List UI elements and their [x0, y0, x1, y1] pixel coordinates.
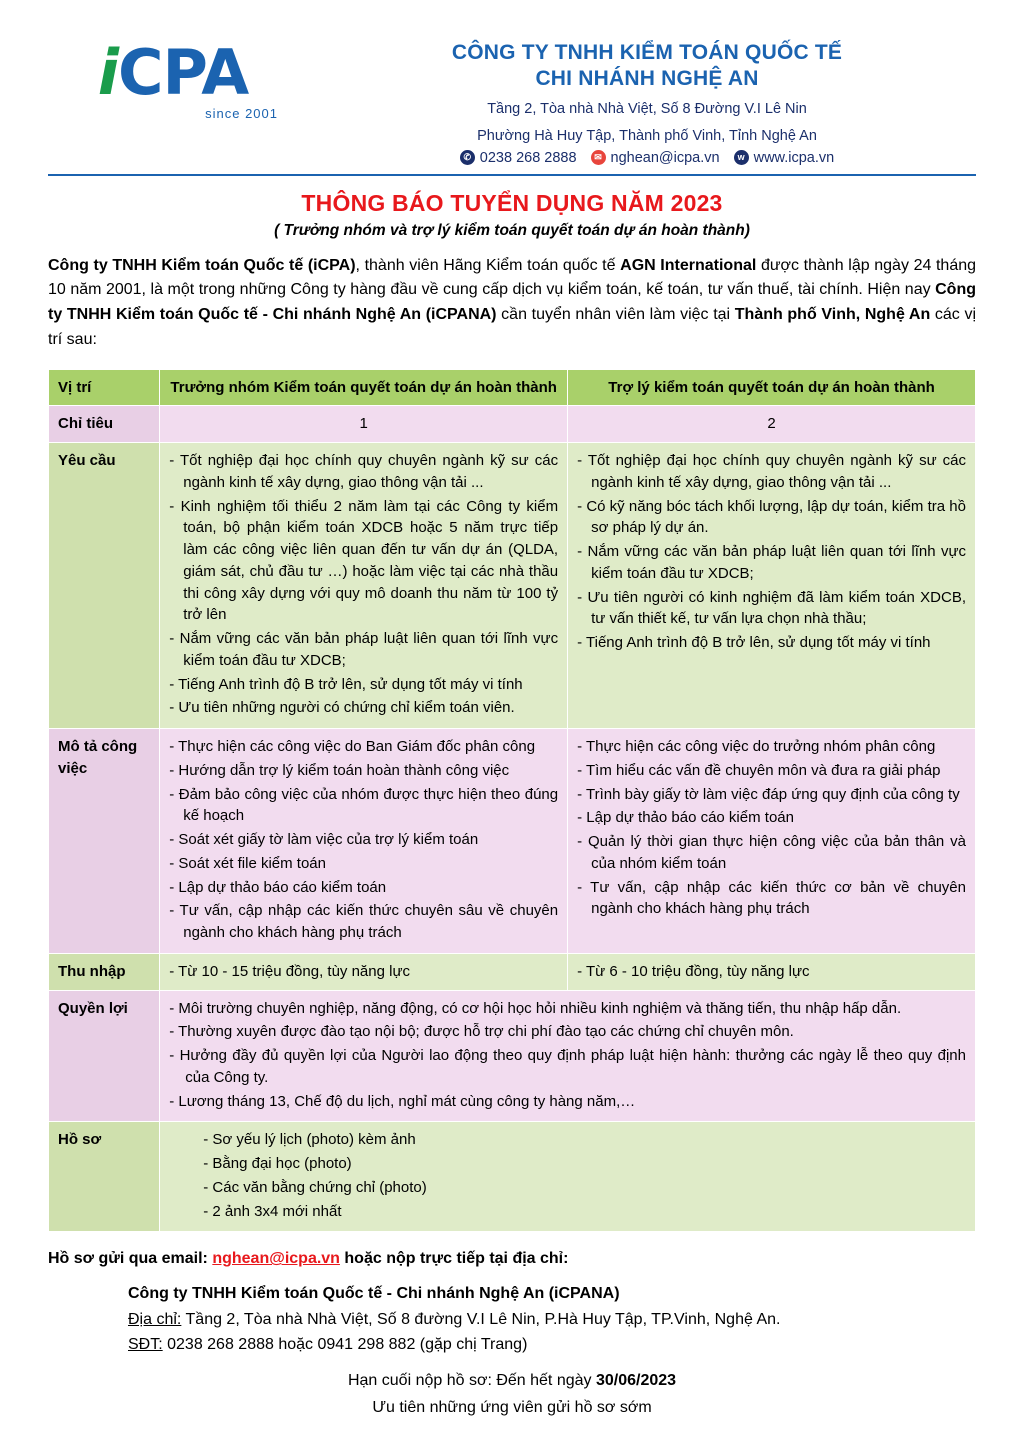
- contact-email-value[interactable]: nghean@icpa.vn: [610, 149, 720, 166]
- footer-phone: [128, 1332, 976, 1358]
- footer-phone-value: 0238 268 2888 hoặc 0941 298 882 (gặp chị Trang): [162, 1336, 528, 1354]
- documents-list: [169, 1129, 966, 1222]
- table-header-row: [49, 369, 976, 406]
- footer-address-value: Tầng 2, Tòa nhà Nhà Việt, Số 8 đường V.I Lê Nin, P.Hà Huy Tập, TP.Vinh, Nghệ An.: [181, 1310, 781, 1328]
- logo-letter-i: i: [97, 36, 119, 109]
- submission-email[interactable]: nghean@icpa.vn: [212, 1250, 340, 1268]
- income-assistant: - Từ 6 - 10 triệu đồng, tùy năng lực: [568, 953, 976, 990]
- requirements-assistant-list: [577, 450, 966, 654]
- contact-email[interactable]: [591, 150, 720, 166]
- row-label-job-description: Mô tả công việc: [49, 729, 160, 954]
- document-header: [48, 36, 976, 166]
- table-header-position: Vị trí: [49, 369, 160, 406]
- list-item: - Quản lý thời gian thực hiện công việc của bản thân và của nhóm kiểm toán: [577, 831, 966, 875]
- list-item: - Tốt nghiệp đại học chính quy chuyên ngành kỹ sư các ngành kinh tế xây dựng, giao thông vận tải ...: [577, 450, 966, 494]
- row-label-income: Thu nhập: [49, 953, 160, 990]
- intro-text-4: các vị trí sau:: [48, 306, 977, 348]
- benefits-list: [169, 998, 966, 1113]
- logo-letters-cpa: CPA: [118, 36, 249, 109]
- list-item: - Kinh nghiệm tối thiểu 2 năm làm tại các Công ty kiểm toán, bộ phận kiểm toán XDCB hoặc 5 năm trực tiếp làm các công việc liên quan đến tư vấn dự án (QLDA, giám sát, chủ đầu tư …) hoặc làm việc tại các nhà thầu thi công xây dựng với quy mô doanh thu năm từ 100 tỷ trở lên: [169, 496, 558, 627]
- logo-wordmark: [48, 36, 298, 109]
- deadline-prefix: Hạn cuối nộp hồ sơ: Đến hết ngày: [347, 1371, 596, 1389]
- list-item: - Nắm vững các văn bản pháp luật liên quan tới lĩnh vực kiểm toán đầu tư XDCB;: [169, 628, 558, 672]
- table-row-requirements: [49, 443, 976, 729]
- intro-city-strong: Thành phố Vinh, Nghệ An: [734, 306, 931, 324]
- mail-icon: ✉: [591, 150, 606, 165]
- job-description-assistant: [568, 729, 976, 954]
- company-address-line1: Tầng 2, Tòa nhà Nhà Việt, Số 8 Đường V.I Lê Nin: [487, 100, 807, 117]
- footer-address-label: Địa chỉ:: [128, 1310, 182, 1328]
- page-title: THÔNG BÁO TUYỂN DỤNG NĂM 2023: [301, 189, 723, 216]
- company-name-line1: CÔNG TY TNHH KIỂM TOÁN QUỐC TẾ: [451, 41, 843, 64]
- list-item: - Soát xét file kiểm toán: [169, 853, 558, 875]
- company-address-line2: Phường Hà Huy Tập, Thành phố Vinh, Tỉnh Nghệ An: [477, 127, 817, 144]
- benefits-content: [160, 990, 976, 1122]
- list-item: - Lập dự thảo báo cáo kiểm toán: [169, 877, 558, 899]
- list-item: - Nắm vững các văn bản pháp luật liên quan tới lĩnh vực kiểm toán đầu tư XDCB;: [577, 541, 966, 585]
- row-label-documents: Hồ sơ: [49, 1122, 160, 1232]
- list-item: - Tốt nghiệp đại học chính quy chuyên ngành kỹ sư các ngành kinh tế xây dựng, giao thông vận tải ...: [169, 450, 558, 494]
- row-label-benefits: Quyền lợi: [49, 990, 160, 1122]
- footer-address: [128, 1307, 976, 1333]
- list-item: - Có kỹ năng bóc tách khối lượng, lập dự toán, kiểm tra hồ sơ pháp lý dự án.: [577, 496, 966, 540]
- list-item: - Thường xuyên được đào tạo nội bộ; được hỗ trợ chi phí đào tạo các chứng chỉ chuyên môn.: [169, 1021, 966, 1043]
- deadline-block: [48, 1368, 976, 1421]
- list-item: - Trình bày giấy tờ làm việc đáp ứng quy định của công ty: [577, 784, 966, 806]
- intro-agn-strong: AGN International: [620, 256, 757, 274]
- job-description-assistant-list: [577, 736, 966, 920]
- intro-text-2: được thành lập ngày 24 tháng 10 năm 2001, là một trong những Công ty hàng đầu về cung cấp dịch vụ kiểm toán, kế toán, tư vấn thuế, tài chính. Hiện nay: [48, 256, 977, 299]
- list-item: - Tiếng Anh trình độ B trở lên, sử dụng tốt máy vi tính: [577, 632, 966, 654]
- globe-icon: w: [734, 150, 749, 165]
- list-item: - Ưu tiên những người có chứng chỉ kiểm toán viên.: [169, 697, 558, 719]
- requirements-assistant: [568, 443, 976, 729]
- list-item: - 2 ảnh 3x4 mới nhất: [203, 1201, 966, 1223]
- list-item: - Đảm bảo công việc của nhóm được thực hiện theo đúng kế hoạch: [169, 784, 558, 828]
- job-description-team-leader-list: [169, 736, 558, 944]
- footer-organization: Công ty TNHH Kiểm toán Quốc tế - Chi nhánh Nghệ An (iCPANA): [128, 1285, 620, 1303]
- list-item: - Bằng đại học (photo): [203, 1153, 966, 1175]
- intro-branch-strong: Công ty TNHH Kiểm toán Quốc tế - Chi nhánh Nghệ An (iCPANA): [48, 281, 976, 324]
- list-item: - Sơ yếu lý lịch (photo) kèm ảnh: [203, 1129, 966, 1151]
- intro-paragraph: [48, 254, 976, 353]
- list-item: - Lập dự thảo báo cáo kiểm toán: [577, 807, 966, 829]
- contact-address-block: [48, 1281, 976, 1358]
- income-team-leader: - Từ 10 - 15 triệu đồng, tùy năng lực: [160, 953, 568, 990]
- requirements-team-leader-list: [169, 450, 558, 719]
- list-item: - Thực hiện các công việc do trưởng nhóm phân công: [577, 736, 966, 758]
- table-row-job-description: [49, 729, 976, 954]
- submission-suffix: hoặc nộp trực tiếp tại địa chỉ:: [339, 1250, 569, 1268]
- list-item: - Soát xét giấy tờ làm việc của trợ lý kiểm toán: [169, 829, 558, 851]
- phone-icon: ✆: [460, 150, 475, 165]
- requirements-team-leader: [160, 443, 568, 729]
- table-header-team-leader: Trưởng nhóm Kiểm toán quyết toán dự án hoàn thành: [160, 369, 568, 406]
- page-subtitle: ( Trưởng nhóm và trợ lý kiểm toán quyết toán dự án hoàn thành): [274, 221, 750, 239]
- quota-assistant: 2: [568, 406, 976, 443]
- list-item: - Các văn bằng chứng chỉ (photo): [203, 1177, 966, 1199]
- table-row-documents: [49, 1122, 976, 1232]
- table-row-income: [49, 953, 976, 990]
- footer-phone-label: SĐT:: [128, 1336, 163, 1354]
- company-info: [318, 36, 976, 166]
- table-row-benefits: [49, 990, 976, 1122]
- list-item: - Hướng dẫn trợ lý kiểm toán hoàn thành công việc: [169, 760, 558, 782]
- documents-content: [160, 1122, 976, 1232]
- row-label-quota: Chỉ tiêu: [49, 406, 160, 443]
- quota-team-leader: 1: [160, 406, 568, 443]
- table-header-assistant: Trợ lý kiểm toán quyết toán dự án hoàn thành: [568, 369, 976, 406]
- list-item: - Thực hiện các công việc do Ban Giám đốc phân công: [169, 736, 558, 758]
- list-item: - Tiếng Anh trình độ B trở lên, sử dụng tốt máy vi tính: [169, 674, 558, 696]
- contact-website[interactable]: [734, 150, 835, 166]
- submission-prefix: Hồ sơ gửi qua email:: [48, 1250, 213, 1268]
- submission-line: [48, 1246, 976, 1272]
- contact-phone: [460, 150, 577, 166]
- list-item: - Lương tháng 13, Chế độ du lịch, nghỉ mát cùng công ty hàng năm,…: [169, 1091, 966, 1113]
- intro-company-strong: Công ty TNHH Kiểm toán Quốc tế (iCPA): [48, 256, 356, 274]
- document-footer: [48, 1246, 976, 1421]
- contact-phone-value: 0238 268 2888: [479, 149, 577, 166]
- job-description-team-leader: [160, 729, 568, 954]
- deadline-date: 30/06/2023: [595, 1371, 677, 1389]
- header-divider: [48, 174, 976, 176]
- list-item: - Tư vấn, cập nhập các kiến thức chuyên sâu về chuyên ngành cho khách hàng phụ trách: [169, 900, 558, 944]
- row-label-requirements: Yêu cầu: [49, 443, 160, 729]
- list-item: - Tìm hiểu các vấn đề chuyên môn và đưa ra giải pháp: [577, 760, 966, 782]
- contact-website-value[interactable]: www.icpa.vn: [753, 149, 835, 166]
- company-contact-line: [318, 150, 976, 166]
- list-item: - Ưu tiên người có kinh nghiệm đã làm kiểm toán XDCB, tư vấn thiết kế, tư vấn lựa chọn nhà thầu;: [577, 587, 966, 631]
- list-item: - Tư vấn, cập nhập các kiến thức cơ bản về chuyên ngành cho khách hàng phụ trách: [577, 877, 966, 921]
- company-logo: [48, 36, 298, 121]
- list-item: - Hưởng đầy đủ quyền lợi của Người lao động theo quy định pháp luật hiện hành: thưởng các ngày lễ theo quy định của Công ty.: [169, 1045, 966, 1089]
- company-name-line2: CHI NHÁNH NGHỆ AN: [535, 67, 759, 91]
- positions-table: [48, 369, 976, 1233]
- priority-note: Ưu tiên những ứng viên gửi hồ sơ sớm: [372, 1399, 652, 1417]
- logo-tagline: since 2001: [205, 106, 278, 121]
- intro-text-1: , thành viên Hãng Kiểm toán quốc tế: [355, 256, 621, 274]
- table-row-quota: [49, 406, 976, 443]
- intro-text-3: cần tuyển nhân viên làm việc tại: [496, 306, 735, 324]
- list-item: - Môi trường chuyên nghiệp, năng động, có cơ hội học hỏi nhiều kinh nghiệm và thăng tiến, thu nhập hấp dẫn.: [169, 998, 966, 1020]
